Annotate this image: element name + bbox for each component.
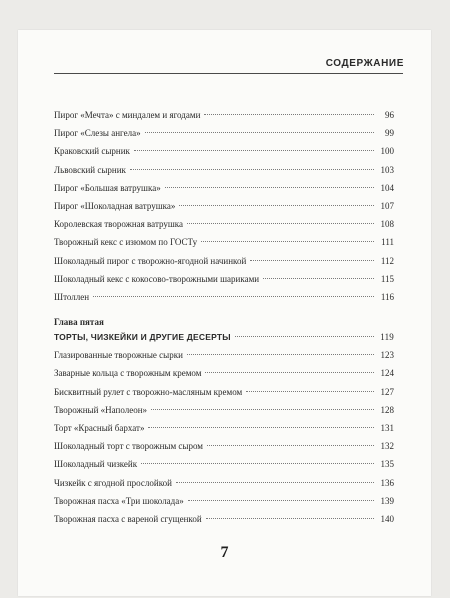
toc-entry-page: 96 xyxy=(385,110,394,120)
toc-entry-page: 100 xyxy=(380,146,394,157)
toc-entry-page: 104 xyxy=(380,182,394,193)
dot-leader xyxy=(93,296,374,297)
dot-leader xyxy=(263,278,374,279)
toc-entry xyxy=(54,492,394,510)
dot-leader xyxy=(235,336,374,337)
toc-entry-title: Творожный «Наполеон» xyxy=(54,404,148,415)
toc-entry xyxy=(54,401,394,419)
toc-entry-title: Пирог «Мечта» с миндалем и ягодами xyxy=(54,110,201,120)
chapter-label: Глава пятая xyxy=(54,317,104,328)
toc-entry xyxy=(54,124,394,142)
chapter-page: 119 xyxy=(380,332,394,343)
toc-entry-page: 128 xyxy=(380,404,394,415)
toc-entry-page: 131 xyxy=(380,423,394,433)
toc-entry-page: 112 xyxy=(380,255,394,266)
toc-entry-page: 99 xyxy=(385,128,394,139)
toc-entry xyxy=(54,197,394,215)
toc-entry-page: 136 xyxy=(380,477,394,488)
dot-leader xyxy=(130,169,374,170)
dot-leader xyxy=(179,205,374,206)
toc-entry-page: 108 xyxy=(380,219,394,230)
dot-leader xyxy=(148,427,374,428)
toc-entry xyxy=(54,142,394,160)
toc-entry-title: Чизкейк с ягодной прослойкой xyxy=(54,477,172,488)
dot-leader xyxy=(134,150,374,151)
toc-entry xyxy=(54,383,394,401)
dot-leader xyxy=(187,223,374,224)
dot-leader xyxy=(141,463,374,464)
toc-entry-page: 107 xyxy=(380,200,394,211)
toc-entry-title: Королевская творожная ватрушка xyxy=(54,219,184,230)
toc-entry xyxy=(54,364,394,382)
toc-entry-title: Глазированные творожные сырки xyxy=(54,350,183,361)
toc-entry-page: 132 xyxy=(380,441,394,452)
toc-entry xyxy=(54,179,394,197)
toc-entry xyxy=(54,106,394,124)
dot-leader xyxy=(204,114,374,115)
toc-entry-page: 139 xyxy=(380,495,394,506)
toc-entry-title: Шоколадный пирог с творожно-ягодной начинкой xyxy=(54,255,247,266)
toc-entry xyxy=(54,252,394,270)
toc-entry xyxy=(54,455,394,473)
chapter-title: ТОРТЫ, ЧИЗКЕЙКИ И ДРУГИЕ ДЕСЕРТЫ xyxy=(54,332,231,343)
dot-leader xyxy=(188,500,374,501)
toc-entry xyxy=(54,288,394,306)
dot-leader xyxy=(151,409,374,410)
toc-entry-page: 111 xyxy=(381,237,394,248)
dot-leader xyxy=(207,445,374,446)
toc-entry-title: Львовский сырник xyxy=(54,164,126,175)
toc-entry-title: Пирог «Шоколадная ватрушка» xyxy=(54,200,176,211)
toc-entry-title: Пирог «Большая ватрушка» xyxy=(54,182,161,193)
toc-entry-title: Бисквитный рулет с творожно-масляным кремом xyxy=(54,386,243,397)
toc-entry-page: 135 xyxy=(380,459,394,470)
toc-entry-page: 115 xyxy=(380,273,394,284)
toc-entry-page: 103 xyxy=(380,164,394,175)
toc-entry xyxy=(54,474,394,492)
toc-entry xyxy=(54,346,394,364)
toc-entry-title: Шоколадный кекс с кокосово-творожными шариками xyxy=(54,273,260,284)
dot-leader xyxy=(187,354,374,355)
page-number: 7 xyxy=(220,544,229,561)
toc-entry-page: 124 xyxy=(380,368,394,379)
toc-entry-title: Творожный кекс с изюмом по ГОСТу xyxy=(54,237,198,248)
book-page xyxy=(18,30,431,596)
toc-entry-title: Торт «Красный бархат» xyxy=(54,423,145,433)
table-of-contents xyxy=(54,106,394,528)
dot-leader xyxy=(176,482,374,483)
toc-entry-title: Заварные кольца с творожным кремом xyxy=(54,368,202,379)
toc-entry-title: Пирог «Слезы ангела» xyxy=(54,128,141,139)
toc-entry-title: Шоколадный торт с творожным сыром xyxy=(54,441,203,452)
toc-entry xyxy=(54,270,394,288)
toc-entry-title: Творожная пасха с вареной сгущенкой xyxy=(54,513,202,524)
dot-leader xyxy=(145,132,374,133)
toc-entry-title: Штоллен xyxy=(54,291,90,302)
toc-entry xyxy=(54,419,394,437)
toc-list-after xyxy=(54,346,394,528)
header-rule xyxy=(54,73,403,74)
running-header: СОДЕРЖАНИЕ xyxy=(325,58,404,69)
dot-leader xyxy=(246,391,374,392)
toc-entry-page: 127 xyxy=(380,386,394,397)
chapter-title-row xyxy=(54,328,394,346)
toc-entry xyxy=(54,510,394,528)
toc-entry xyxy=(54,233,394,251)
dot-leader xyxy=(250,260,374,261)
dot-leader xyxy=(201,241,374,242)
dot-leader xyxy=(205,372,374,373)
toc-entry-page: 116 xyxy=(380,291,394,302)
toc-entry-page: 140 xyxy=(380,513,394,524)
toc-entry-page: 123 xyxy=(380,350,394,361)
toc-entry xyxy=(54,215,394,233)
toc-entry xyxy=(54,161,394,179)
dot-leader xyxy=(165,187,374,188)
toc-list-before xyxy=(54,106,394,306)
toc-entry xyxy=(54,437,394,455)
toc-entry-title: Краковский сырник xyxy=(54,146,130,157)
toc-entry-title: Шоколадный чизкейк xyxy=(54,459,138,470)
dot-leader xyxy=(206,518,374,519)
toc-entry-title: Творожная пасха «Три шоколада» xyxy=(54,495,184,506)
